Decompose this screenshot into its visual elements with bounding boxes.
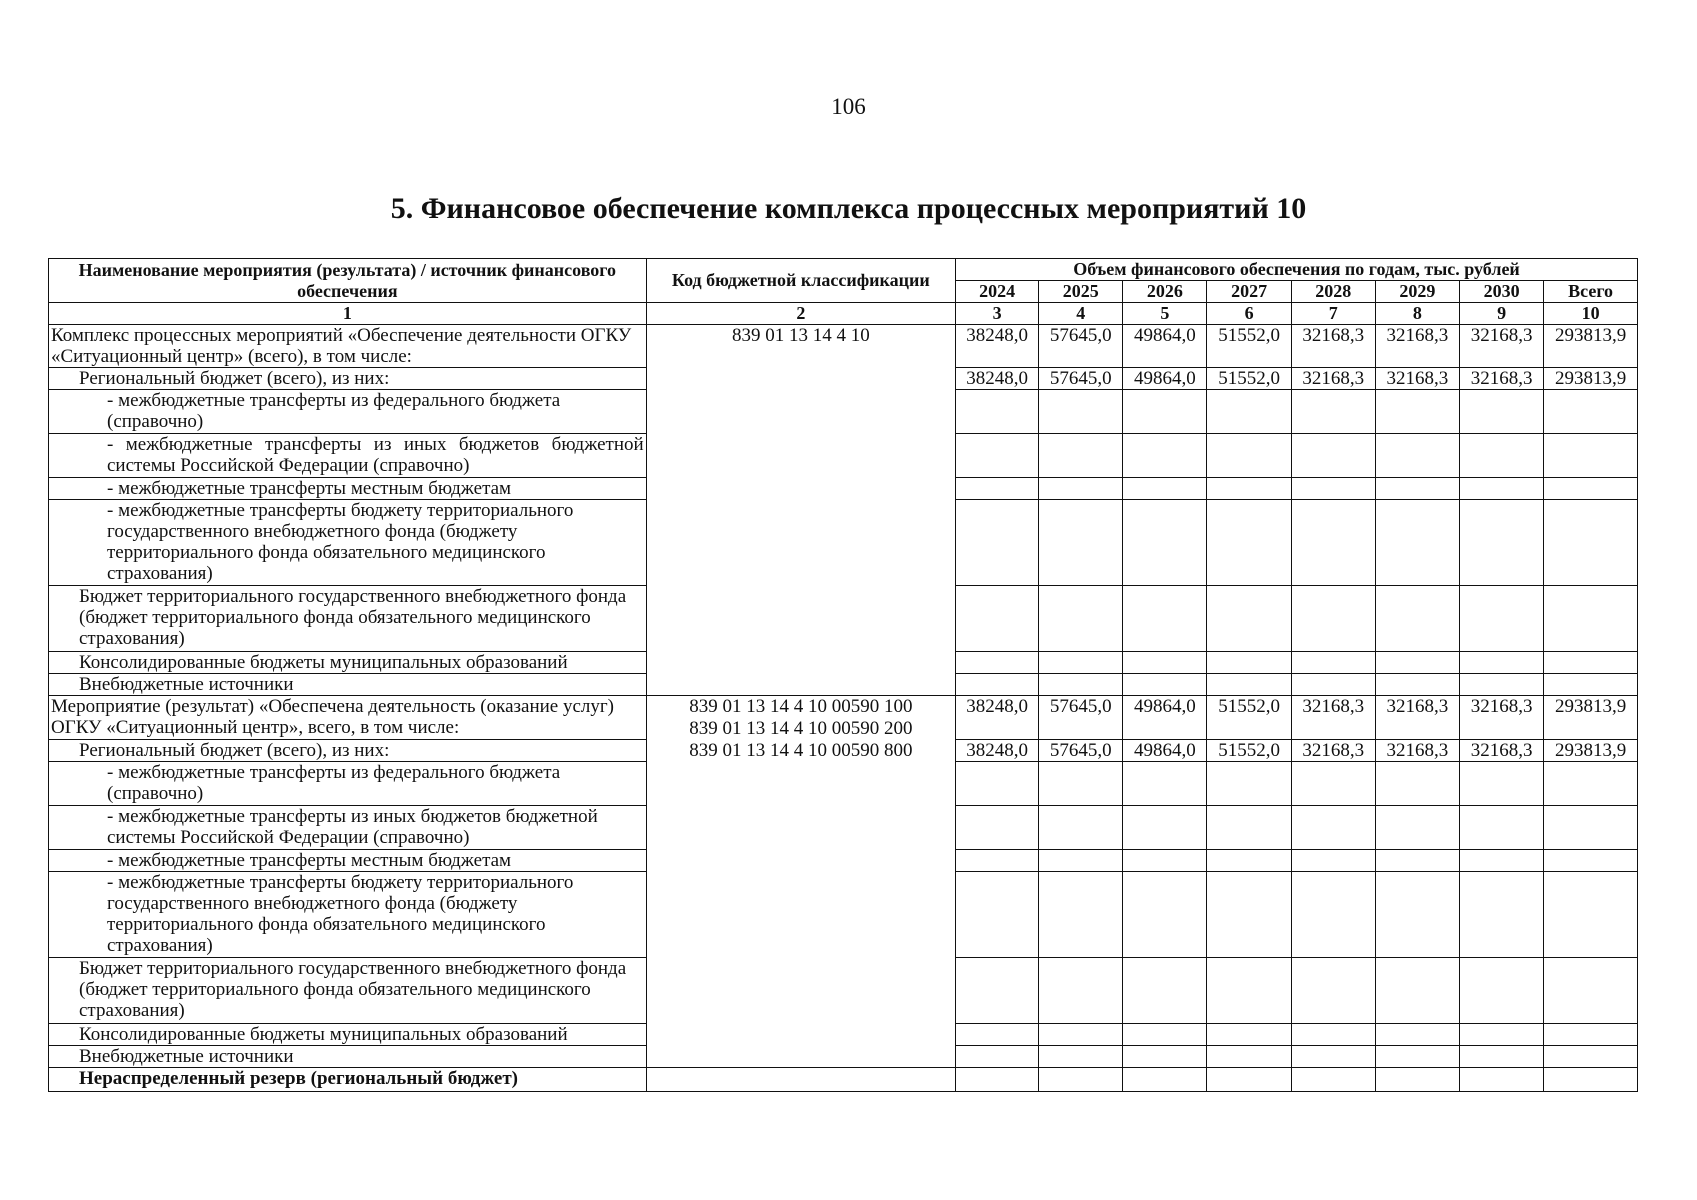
row-name: - межбюджетные трансферты местным бюджетам [49, 478, 647, 500]
value-cell [1544, 674, 1638, 696]
table-row [49, 325, 1638, 368]
value-cell [1460, 674, 1544, 696]
value-cell [1123, 652, 1207, 674]
header-year: 2030 [1460, 281, 1544, 303]
value-cell [1291, 872, 1375, 958]
value-cell [1544, 652, 1638, 674]
budget-code-cell [646, 696, 955, 1068]
value-cell [1544, 806, 1638, 850]
value-cell [1039, 674, 1123, 696]
value-cell [1039, 1068, 1123, 1092]
value-cell: 32168,3 [1375, 740, 1459, 762]
value-cell [1207, 1024, 1291, 1046]
value-cell [1291, 958, 1375, 1024]
value-cell [956, 434, 1039, 478]
table-row [49, 696, 1638, 740]
header-year: 2029 [1375, 281, 1459, 303]
header-total: Всего [1544, 281, 1638, 303]
column-number: 6 [1207, 303, 1291, 325]
value-cell: 57645,0 [1039, 696, 1123, 740]
value-cell [1544, 872, 1638, 958]
value-cell [1207, 500, 1291, 586]
row-name: Внебюджетные источники [49, 1046, 647, 1068]
value-cell [1375, 478, 1459, 500]
value-cell [1375, 850, 1459, 872]
row-name: Бюджет территориального государственного внебюджетного фонда (бюджет территориального фонда обязательного медицинского страхования) [49, 586, 647, 652]
value-cell [1123, 674, 1207, 696]
value-cell: 49864,0 [1123, 325, 1207, 368]
value-cell [1207, 586, 1291, 652]
row-name: - межбюджетные трансферты бюджету территориального государственного внебюджетного фонда (бюджету территориального фонда обязательного медицинского страхования) [49, 872, 647, 958]
budget-code-cell [646, 1068, 955, 1092]
budget-code: 839 01 13 14 4 10 00590 800 [689, 740, 913, 761]
value-cell [1375, 390, 1459, 434]
table-row [49, 1068, 1638, 1092]
value-cell [1123, 434, 1207, 478]
value-cell [1544, 500, 1638, 586]
value-cell [1375, 434, 1459, 478]
value-cell: 32168,3 [1291, 368, 1375, 390]
value-cell: 38248,0 [956, 368, 1039, 390]
value-cell [1207, 434, 1291, 478]
value-cell [956, 958, 1039, 1024]
value-cell: 32168,3 [1460, 325, 1544, 368]
value-cell [1039, 500, 1123, 586]
value-cell [1460, 806, 1544, 850]
value-cell [1544, 586, 1638, 652]
value-cell [1460, 1068, 1544, 1092]
value-cell [1039, 586, 1123, 652]
value-cell [1123, 958, 1207, 1024]
row-name: - межбюджетные трансферты местным бюджетам [49, 850, 647, 872]
budget-code-cell [646, 325, 955, 696]
value-cell [1123, 762, 1207, 806]
value-cell [1375, 806, 1459, 850]
value-cell [1207, 1046, 1291, 1068]
value-cell [1291, 762, 1375, 806]
header-year: 2028 [1291, 281, 1375, 303]
column-number: 4 [1039, 303, 1123, 325]
row-name: - межбюджетные трансферты из федерального бюджета (справочно) [49, 762, 647, 806]
value-cell [1544, 478, 1638, 500]
value-cell [1039, 434, 1123, 478]
value-cell [1291, 500, 1375, 586]
value-cell: 49864,0 [1123, 696, 1207, 740]
value-cell [1123, 586, 1207, 652]
value-cell [956, 806, 1039, 850]
value-cell [1207, 806, 1291, 850]
value-cell [1375, 586, 1459, 652]
value-cell [1460, 434, 1544, 478]
row-name: Бюджет территориального государственного внебюджетного фонда (бюджет территориального фонда обязательного медицинского страхования) [49, 958, 647, 1024]
value-cell [1207, 674, 1291, 696]
column-number: 8 [1375, 303, 1459, 325]
row-name: Комплекс процессных мероприятий «Обеспечение деятельности ОГКУ «Ситуационный центр» (всего), в том числе: [49, 325, 647, 368]
page-number: 106 [831, 94, 866, 119]
row-name: - межбюджетные трансферты бюджету территориального государственного внебюджетного фонда (бюджету территориального фонда обязательного медицинского страхования) [49, 500, 647, 586]
value-cell [1460, 652, 1544, 674]
value-cell [1291, 434, 1375, 478]
row-name: Мероприятие (результат) «Обеспечена деятельность (оказание услуг) ОГКУ «Ситуационный центр», всего, в том числе: [49, 696, 647, 740]
column-number: 2 [646, 303, 955, 325]
document-title: 5. Финансовое обеспечение комплекса процессных мероприятий 10 [390, 192, 1307, 225]
value-cell: 293813,9 [1544, 740, 1638, 762]
value-cell [1123, 478, 1207, 500]
value-cell [1460, 762, 1544, 806]
value-cell [1207, 390, 1291, 434]
value-cell [1123, 806, 1207, 850]
value-cell [1207, 762, 1291, 806]
value-cell: 32168,3 [1460, 740, 1544, 762]
budget-code: 839 01 13 14 4 10 00590 100 [689, 696, 913, 717]
value-cell [1291, 1024, 1375, 1046]
value-cell [1039, 652, 1123, 674]
value-cell [1460, 478, 1544, 500]
value-cell [1039, 806, 1123, 850]
value-cell [1544, 958, 1638, 1024]
value-cell: 57645,0 [1039, 740, 1123, 762]
header-year: 2027 [1207, 281, 1291, 303]
budget-code: 839 01 13 14 4 10 00590 200 [689, 718, 913, 739]
value-cell: 32168,3 [1291, 325, 1375, 368]
value-cell [1375, 1046, 1459, 1068]
value-cell: 49864,0 [1123, 740, 1207, 762]
value-cell [1291, 586, 1375, 652]
value-cell [1291, 674, 1375, 696]
value-cell: 32168,3 [1460, 696, 1544, 740]
value-cell [956, 652, 1039, 674]
value-cell [956, 1024, 1039, 1046]
row-name: Региональный бюджет (всего), из них: [49, 740, 647, 762]
value-cell: 32168,3 [1291, 740, 1375, 762]
value-cell [1039, 1046, 1123, 1068]
value-cell [1123, 1068, 1207, 1092]
value-cell [1544, 390, 1638, 434]
value-cell [1291, 806, 1375, 850]
value-cell: 38248,0 [956, 740, 1039, 762]
value-cell [1291, 1068, 1375, 1092]
value-cell [1039, 762, 1123, 806]
value-cell [1460, 850, 1544, 872]
value-cell [956, 1046, 1039, 1068]
value-cell: 57645,0 [1039, 325, 1123, 368]
value-cell: 49864,0 [1123, 368, 1207, 390]
row-name: - межбюджетные трансферты из иных бюджетов бюджетной системы Российской Федерации (справочно) [49, 434, 647, 478]
value-cell [956, 762, 1039, 806]
value-cell [1375, 872, 1459, 958]
value-cell [1460, 586, 1544, 652]
value-cell: 293813,9 [1544, 325, 1638, 368]
value-cell [1375, 674, 1459, 696]
row-name: - межбюджетные трансферты из федерального бюджета (справочно) [49, 390, 647, 434]
value-cell [1291, 390, 1375, 434]
value-cell [1123, 1024, 1207, 1046]
value-cell [1123, 850, 1207, 872]
value-cell [1123, 390, 1207, 434]
column-number: 3 [956, 303, 1039, 325]
value-cell [1039, 872, 1123, 958]
value-cell [1123, 1046, 1207, 1068]
value-cell [1123, 500, 1207, 586]
value-cell [1291, 652, 1375, 674]
value-cell [1291, 850, 1375, 872]
value-cell: 32168,3 [1460, 368, 1544, 390]
value-cell [1544, 762, 1638, 806]
value-cell [1207, 1068, 1291, 1092]
financial-table [48, 258, 1638, 1092]
value-cell [1207, 850, 1291, 872]
row-name: Региональный бюджет (всего), из них: [49, 368, 647, 390]
value-cell: 32168,3 [1375, 696, 1459, 740]
value-cell [1544, 434, 1638, 478]
value-cell: 32168,3 [1375, 325, 1459, 368]
row-name: Нераспределенный резерв (региональный бюджет) [49, 1068, 647, 1092]
value-cell: 51552,0 [1207, 368, 1291, 390]
header-year: 2024 [956, 281, 1039, 303]
header-code: Код бюджетной классификации [646, 259, 955, 303]
value-cell [1291, 478, 1375, 500]
value-cell [1039, 1024, 1123, 1046]
value-cell [1544, 1046, 1638, 1068]
value-cell [1460, 958, 1544, 1024]
value-cell: 38248,0 [956, 325, 1039, 368]
row-name: - межбюджетные трансферты из иных бюджетов бюджетной системы Российской Федерации (справочно) [49, 806, 647, 850]
column-number: 7 [1291, 303, 1375, 325]
value-cell [1375, 500, 1459, 586]
value-cell: 51552,0 [1207, 325, 1291, 368]
value-cell [1460, 500, 1544, 586]
value-cell [1039, 958, 1123, 1024]
value-cell: 51552,0 [1207, 696, 1291, 740]
budget-code: 839 01 13 14 4 10 [731, 325, 870, 346]
value-cell [1375, 958, 1459, 1024]
value-cell [1039, 390, 1123, 434]
row-name: Консолидированные бюджеты муниципальных образований [49, 652, 647, 674]
value-cell [1207, 872, 1291, 958]
value-cell [956, 872, 1039, 958]
value-cell [956, 674, 1039, 696]
header-name: Наименование мероприятия (результата) / источник финансового обеспечения [49, 259, 647, 303]
value-cell: 32168,3 [1375, 368, 1459, 390]
value-cell: 293813,9 [1544, 696, 1638, 740]
value-cell [1460, 1024, 1544, 1046]
value-cell [1039, 478, 1123, 500]
header-volume: Объем финансового обеспечения по годам, тыс. рублей [956, 259, 1638, 281]
header-year: 2026 [1123, 281, 1207, 303]
column-number: 5 [1123, 303, 1207, 325]
column-number: 1 [49, 303, 647, 325]
value-cell [1375, 1068, 1459, 1092]
value-cell [1207, 958, 1291, 1024]
value-cell [1123, 872, 1207, 958]
value-cell [1207, 652, 1291, 674]
value-cell [1544, 850, 1638, 872]
value-cell [1375, 1024, 1459, 1046]
value-cell [1207, 478, 1291, 500]
value-cell [1375, 762, 1459, 806]
column-number: 10 [1544, 303, 1638, 325]
row-name: Консолидированные бюджеты муниципальных образований [49, 1024, 647, 1046]
value-cell [1460, 390, 1544, 434]
value-cell: 293813,9 [1544, 368, 1638, 390]
value-cell [956, 1068, 1039, 1092]
value-cell [1375, 652, 1459, 674]
value-cell [956, 586, 1039, 652]
value-cell [1039, 850, 1123, 872]
value-cell [1544, 1068, 1638, 1092]
value-cell [1460, 1046, 1544, 1068]
value-cell [956, 478, 1039, 500]
value-cell [1291, 1046, 1375, 1068]
header-year: 2025 [1039, 281, 1123, 303]
value-cell: 38248,0 [956, 696, 1039, 740]
value-cell [1460, 872, 1544, 958]
value-cell [956, 500, 1039, 586]
value-cell: 51552,0 [1207, 740, 1291, 762]
value-cell: 57645,0 [1039, 368, 1123, 390]
value-cell [956, 390, 1039, 434]
column-number: 9 [1460, 303, 1544, 325]
row-name: Внебюджетные источники [49, 674, 647, 696]
value-cell [956, 850, 1039, 872]
value-cell [1544, 1024, 1638, 1046]
value-cell: 32168,3 [1291, 696, 1375, 740]
